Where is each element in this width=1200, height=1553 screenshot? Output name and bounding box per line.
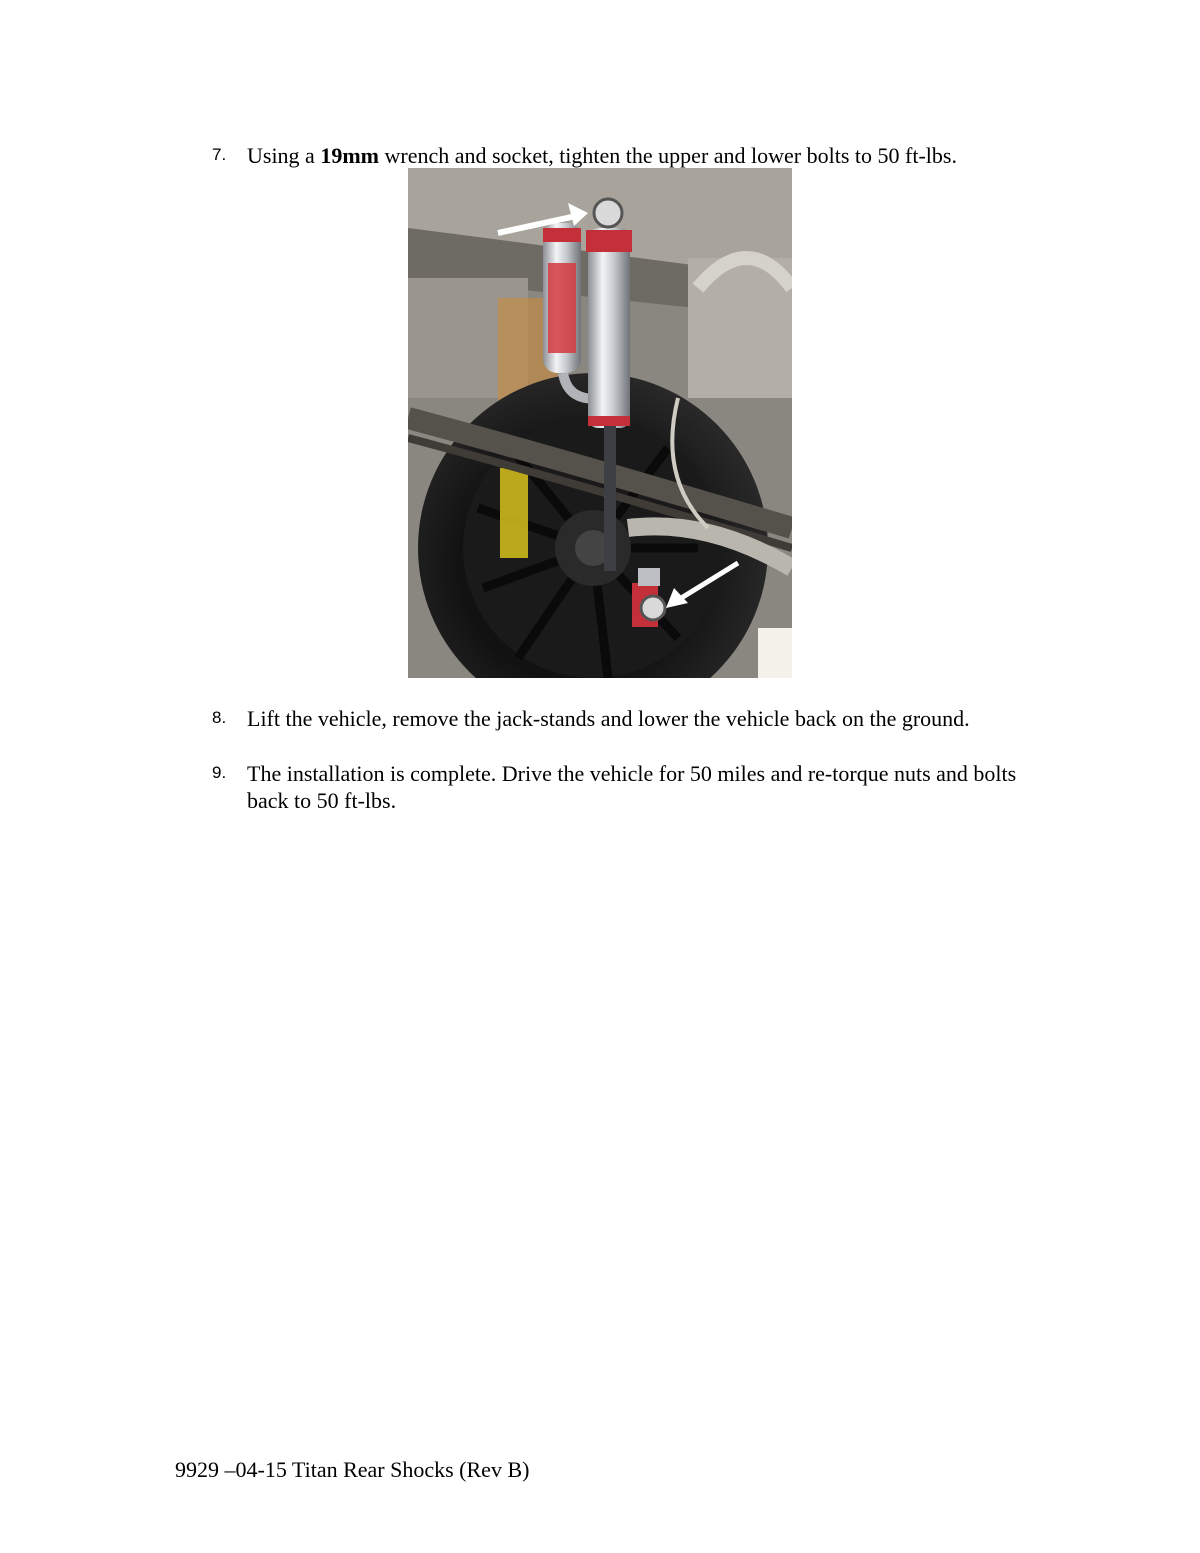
step-text-lead: Using a xyxy=(247,143,321,168)
step-text-bold: 19mm xyxy=(320,143,379,168)
step-number: 9. xyxy=(212,763,227,782)
step-text: Lift the vehicle, remove the jack-stands and lower the vehicle back on the ground. xyxy=(247,706,970,731)
document-footer: 9929 –04-15 Titan Rear Shocks (Rev B) xyxy=(175,1457,530,1482)
step-text xyxy=(247,142,1047,169)
shock-installation-photo xyxy=(408,168,792,678)
step-number: 8. xyxy=(212,708,227,727)
step-text: The installation is complete. Drive the vehicle for 50 miles and re-torque nuts and bolts back to 50 ft-lbs. xyxy=(247,761,1017,813)
step-text-tail: wrench and socket, tighten the upper and lower bolts to 50 ft-lbs. xyxy=(378,143,957,168)
step-number: 7. xyxy=(212,145,227,164)
